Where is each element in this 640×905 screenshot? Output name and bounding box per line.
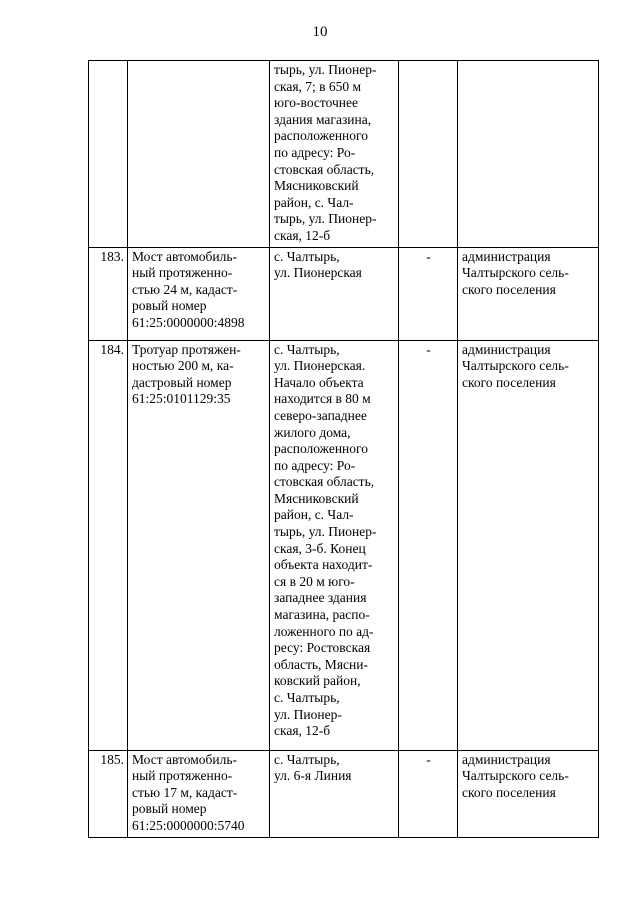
- address-line: ресу: Ростовская: [274, 640, 371, 656]
- address-line: с. Чалтырь,: [274, 248, 340, 264]
- address-line: стовская область,: [274, 474, 375, 490]
- owner-line: администрация: [462, 751, 551, 767]
- name-line: стью 24 м, кадаст-: [132, 281, 238, 297]
- address-line: ул. Пионерская.: [274, 358, 366, 374]
- owner-cell: [458, 750, 599, 837]
- owner-line: Чалтырского сель-: [462, 265, 569, 281]
- row-number-cell: 184.: [89, 340, 128, 750]
- address-line: ковский район,: [274, 673, 361, 689]
- object-name-cell: [128, 340, 270, 750]
- address-line: ложенного по ад-: [274, 623, 374, 639]
- address-line: с. Чалтырь,: [274, 751, 340, 767]
- owner-cell: [458, 247, 599, 340]
- address-cell: [270, 340, 399, 750]
- address-line: по адресу: Ро-: [274, 144, 356, 160]
- page-number: 10: [312, 24, 328, 40]
- address-line: Мясниковский: [274, 490, 359, 506]
- owner-line: Чалтырского сель-: [462, 768, 569, 784]
- object-name-cell: [128, 247, 270, 340]
- table-row: [89, 340, 599, 750]
- address-cell: [270, 247, 399, 340]
- row-number-cell: [89, 61, 128, 248]
- address-line: район, с. Чал-: [274, 194, 354, 210]
- address-line: с. Чалтырь,: [274, 341, 340, 357]
- name-line: Мост автомобиль-: [132, 751, 238, 767]
- name-line: ностью 200 м, ка-: [132, 358, 234, 374]
- address-line: расположенного: [274, 441, 368, 457]
- address-line: магазина, распо-: [274, 607, 370, 623]
- owner-line: ского поселения: [462, 784, 556, 800]
- owner-cell: [458, 61, 599, 248]
- owner-line: администрация: [462, 341, 551, 357]
- address-line: по адресу: Ро-: [274, 457, 356, 473]
- address-line: с. Чалтырь,: [274, 690, 340, 705]
- address-line: ул. Пионерская: [274, 265, 362, 281]
- name-line: 61:25:0101129:35: [132, 391, 231, 407]
- name-line: Тротуар протяжен-: [132, 341, 241, 357]
- owner-line: ского поселения: [462, 374, 556, 390]
- address-cell: [270, 61, 399, 248]
- row-number-cell: 183.: [89, 247, 128, 340]
- address-cell: [270, 750, 399, 837]
- table-row: [89, 247, 599, 340]
- name-line: Мост автомобиль-: [132, 248, 238, 264]
- owner-line: администрация: [462, 248, 551, 264]
- table-row: [89, 750, 599, 837]
- address-line: ул. Пионер-: [274, 706, 342, 722]
- owner-line: ского поселения: [462, 281, 556, 297]
- address-line: ская, 12-б: [274, 723, 331, 739]
- name-line: стью 17 м, кадаст-: [132, 784, 238, 800]
- address-line: западнее здания: [274, 590, 367, 606]
- name-line: ный протяженно-: [132, 265, 233, 281]
- address-line: тырь, ул. Пионер-: [274, 211, 377, 227]
- owner-line: Чалтырского сель-: [462, 358, 569, 374]
- address-line: здания магазина,: [274, 111, 372, 127]
- registry-table: [88, 60, 599, 838]
- address-line: северо-западнее: [274, 407, 367, 423]
- note-cell: -: [399, 247, 458, 340]
- address-line: ся в 20 м юго-: [274, 573, 355, 589]
- owner-cell: [458, 340, 599, 750]
- name-line: 61:25:0000000:5740: [132, 817, 245, 833]
- address-line: Начало объекта: [274, 374, 364, 390]
- row-number-cell: 185.: [89, 750, 128, 837]
- note-cell: -: [399, 750, 458, 837]
- address-line: расположенного: [274, 128, 368, 144]
- address-line: Мясниковский: [274, 178, 359, 194]
- name-line: ровый номер: [132, 298, 207, 314]
- address-line: тырь, ул. Пионер-: [274, 62, 377, 77]
- address-line: ская, 12-б: [274, 227, 331, 243]
- table-row: [89, 61, 599, 248]
- name-line: ный протяженно-: [132, 768, 233, 784]
- address-line: жилого дома,: [274, 424, 351, 440]
- name-line: 61:25:0000000:4898: [132, 314, 245, 330]
- address-line: район, с. Чал-: [274, 507, 354, 523]
- address-line: юго-восточнее: [274, 95, 359, 111]
- note-cell: [399, 61, 458, 248]
- name-line: ровый номер: [132, 801, 207, 817]
- address-line: тырь, ул. Пионер-: [274, 524, 377, 540]
- address-line: находится в 80 м: [274, 391, 371, 407]
- object-name-cell: [128, 750, 270, 837]
- name-line: дастровый номер: [132, 374, 232, 390]
- address-line: ская, 3-б. Конец: [274, 540, 366, 556]
- address-line: ская, 7; в 650 м: [274, 78, 362, 94]
- registry-table-body: [89, 61, 599, 838]
- address-line: ул. 6-я Линия: [274, 768, 352, 784]
- address-line: область, Мясни-: [274, 656, 368, 672]
- address-line: стовская область,: [274, 161, 375, 177]
- address-line: объекта находит-: [274, 557, 373, 573]
- object-name-cell: [128, 61, 270, 248]
- note-cell: -: [399, 340, 458, 750]
